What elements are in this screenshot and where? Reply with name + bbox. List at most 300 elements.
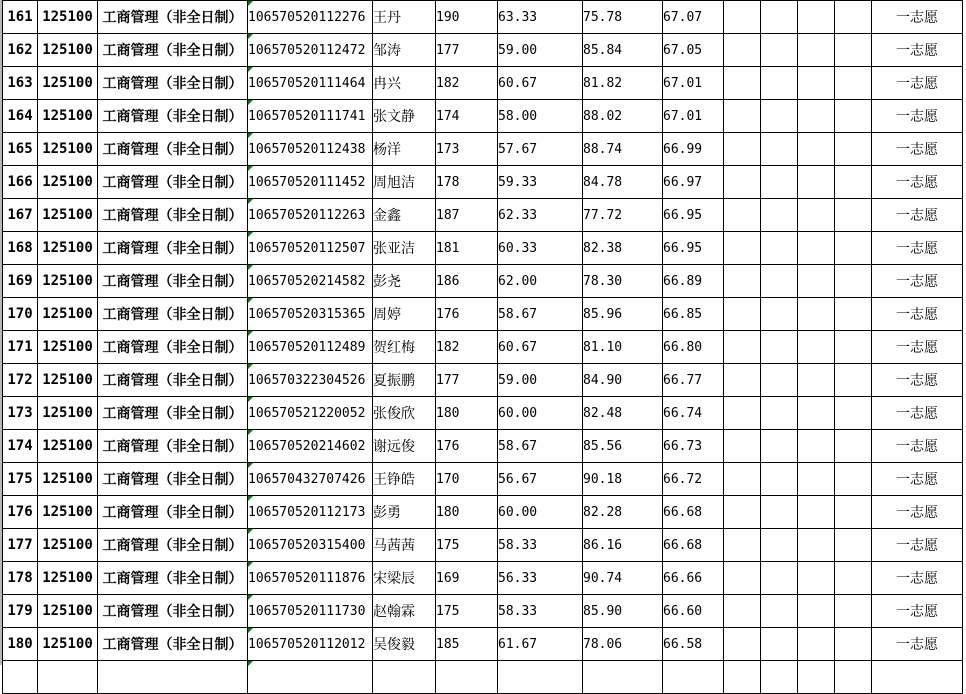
cell-weighted-score[interactable]: 66.95 (663, 199, 724, 232)
cell-admission-category[interactable] (872, 661, 963, 694)
cell-admission-category[interactable]: 一志愿 (872, 463, 963, 496)
cell-empty[interactable] (724, 661, 761, 694)
cell-candidate-name[interactable]: 邹涛 (373, 34, 436, 67)
cell-empty[interactable] (724, 232, 761, 265)
cell-empty[interactable] (761, 364, 798, 397)
cell-empty[interactable] (798, 133, 835, 166)
cell-score-b[interactable]: 85.90 (583, 595, 663, 628)
cell-exam-id[interactable] (248, 133, 373, 166)
cell-admission-category[interactable]: 一志愿 (872, 1, 963, 34)
cell-rank[interactable]: 178 (3, 562, 38, 595)
cell-program-name[interactable]: 工商管理（非全日制） (98, 628, 248, 661)
cell-empty[interactable] (724, 397, 761, 430)
cell-rank[interactable]: 175 (3, 463, 38, 496)
cell-program-name[interactable]: 工商管理（非全日制） (98, 133, 248, 166)
cell-empty[interactable] (798, 496, 835, 529)
cell-empty[interactable] (761, 562, 798, 595)
cell-empty[interactable] (761, 331, 798, 364)
cell-empty[interactable] (761, 1, 798, 34)
cell-empty[interactable] (761, 265, 798, 298)
cell-empty[interactable] (798, 232, 835, 265)
cell-exam-id[interactable] (248, 331, 373, 364)
cell-admission-category[interactable]: 一志愿 (872, 364, 963, 397)
cell-score-a[interactable]: 58.00 (498, 100, 583, 133)
cell-candidate-name[interactable]: 贺红梅 (373, 331, 436, 364)
cell-empty[interactable] (835, 232, 872, 265)
cell-score-b[interactable]: 84.78 (583, 166, 663, 199)
cell-exam-id[interactable] (248, 463, 373, 496)
cell-weighted-score[interactable]: 66.99 (663, 133, 724, 166)
cell-admission-category[interactable]: 一志愿 (872, 166, 963, 199)
cell-exam-id[interactable] (248, 364, 373, 397)
cell-program-code[interactable]: 125100 (38, 298, 98, 331)
cell-total-score[interactable]: 187 (436, 199, 498, 232)
cell-program-code[interactable]: 125100 (38, 397, 98, 430)
cell-program-name[interactable]: 工商管理（非全日制） (98, 529, 248, 562)
cell-weighted-score[interactable]: 66.95 (663, 232, 724, 265)
cell-empty[interactable] (835, 496, 872, 529)
cell-rank[interactable]: 169 (3, 265, 38, 298)
cell-admission-category[interactable]: 一志愿 (872, 199, 963, 232)
cell-rank[interactable]: 163 (3, 67, 38, 100)
cell-score-b[interactable]: 82.48 (583, 397, 663, 430)
cell-program-name[interactable]: 工商管理（非全日制） (98, 265, 248, 298)
cell-empty[interactable] (835, 463, 872, 496)
cell-rank[interactable]: 179 (3, 595, 38, 628)
cell-program-code[interactable]: 125100 (38, 232, 98, 265)
table-row (3, 496, 963, 529)
cell-empty[interactable] (724, 430, 761, 463)
cell-rank[interactable]: 177 (3, 529, 38, 562)
cell-score-a[interactable]: 62.00 (498, 265, 583, 298)
cell-rank[interactable] (3, 661, 38, 694)
cell-score-a[interactable]: 58.67 (498, 430, 583, 463)
cell-candidate-name[interactable]: 周婷 (373, 298, 436, 331)
cell-empty[interactable] (798, 430, 835, 463)
cell-score-a[interactable]: 59.00 (498, 364, 583, 397)
cell-program-code[interactable]: 125100 (38, 529, 98, 562)
cell-score-a[interactable]: 63.33 (498, 1, 583, 34)
cell-weighted-score[interactable]: 67.07 (663, 1, 724, 34)
table-row (3, 397, 963, 430)
cell-admission-category[interactable]: 一志愿 (872, 331, 963, 364)
cell-admission-category[interactable]: 一志愿 (872, 562, 963, 595)
cell-admission-category[interactable]: 一志愿 (872, 529, 963, 562)
cell-candidate-name[interactable]: 王丹 (373, 1, 436, 34)
cell-admission-category[interactable]: 一志愿 (872, 298, 963, 331)
cell-empty[interactable] (835, 430, 872, 463)
cell-score-b[interactable]: 77.72 (583, 199, 663, 232)
cell-exam-id[interactable] (248, 265, 373, 298)
cell-admission-category[interactable]: 一志愿 (872, 628, 963, 661)
cell-score-a[interactable]: 57.67 (498, 133, 583, 166)
cell-empty[interactable] (761, 67, 798, 100)
cell-weighted-score[interactable]: 66.74 (663, 397, 724, 430)
cell-empty[interactable] (835, 67, 872, 100)
cell-rank[interactable]: 165 (3, 133, 38, 166)
cell-rank[interactable]: 162 (3, 34, 38, 67)
cell-exam-id[interactable] (248, 661, 373, 694)
cell-candidate-name[interactable]: 杨洋 (373, 133, 436, 166)
cell-candidate-name[interactable]: 张文静 (373, 100, 436, 133)
cell-weighted-score[interactable]: 66.73 (663, 430, 724, 463)
cell-admission-category[interactable]: 一志愿 (872, 430, 963, 463)
cell-candidate-name[interactable]: 马茜茜 (373, 529, 436, 562)
cell-empty[interactable] (798, 166, 835, 199)
cell-rank[interactable]: 174 (3, 430, 38, 463)
cell-empty[interactable] (835, 133, 872, 166)
cell-empty[interactable] (835, 34, 872, 67)
cell-admission-category[interactable]: 一志愿 (872, 496, 963, 529)
cell-candidate-name[interactable] (373, 661, 436, 694)
cell-candidate-name[interactable]: 宋梁辰 (373, 562, 436, 595)
cell-empty[interactable] (798, 100, 835, 133)
cell-exam-id[interactable] (248, 232, 373, 265)
cell-empty[interactable] (761, 298, 798, 331)
cell-exam-id[interactable] (248, 199, 373, 232)
cell-candidate-name[interactable]: 谢远俊 (373, 430, 436, 463)
cell-weighted-score[interactable]: 67.01 (663, 100, 724, 133)
cell-empty[interactable] (724, 628, 761, 661)
cell-score-a[interactable]: 56.67 (498, 463, 583, 496)
cell-empty[interactable] (798, 529, 835, 562)
cell-empty[interactable] (835, 529, 872, 562)
cell-empty[interactable] (761, 628, 798, 661)
cell-program-name[interactable]: 工商管理（非全日制） (98, 1, 248, 34)
cell-empty[interactable] (835, 166, 872, 199)
cell-empty[interactable] (724, 364, 761, 397)
cell-score-b[interactable]: 84.90 (583, 364, 663, 397)
cell-candidate-name[interactable]: 金鑫 (373, 199, 436, 232)
cell-score-b[interactable]: 81.10 (583, 331, 663, 364)
cell-total-score[interactable]: 180 (436, 496, 498, 529)
cell-program-code[interactable]: 125100 (38, 595, 98, 628)
cell-empty[interactable] (761, 232, 798, 265)
cell-weighted-score[interactable]: 66.68 (663, 496, 724, 529)
cell-program-code[interactable]: 125100 (38, 34, 98, 67)
cell-empty[interactable] (724, 298, 761, 331)
cell-candidate-name[interactable]: 彭尧 (373, 265, 436, 298)
cell-rank[interactable]: 164 (3, 100, 38, 133)
cell-empty[interactable] (835, 397, 872, 430)
cell-program-name[interactable] (98, 661, 248, 694)
cell-empty[interactable] (798, 199, 835, 232)
cell-empty[interactable] (798, 661, 835, 694)
cell-weighted-score[interactable]: 67.05 (663, 34, 724, 67)
cell-program-code[interactable]: 125100 (38, 496, 98, 529)
cell-total-score[interactable]: 180 (436, 397, 498, 430)
cell-score-a[interactable]: 60.67 (498, 331, 583, 364)
cell-empty[interactable] (835, 661, 872, 694)
cell-empty[interactable] (761, 100, 798, 133)
cell-exam-id[interactable] (248, 1, 373, 34)
cell-empty[interactable] (724, 1, 761, 34)
cell-program-name[interactable]: 工商管理（非全日制） (98, 463, 248, 496)
cell-total-score[interactable]: 182 (436, 331, 498, 364)
cell-exam-id[interactable] (248, 100, 373, 133)
cell-total-score[interactable]: 175 (436, 595, 498, 628)
cell-empty[interactable] (761, 463, 798, 496)
cell-score-a[interactable]: 58.33 (498, 529, 583, 562)
cell-empty[interactable] (761, 34, 798, 67)
cell-program-name[interactable]: 工商管理（非全日制） (98, 562, 248, 595)
cell-empty[interactable] (724, 529, 761, 562)
cell-empty[interactable] (798, 364, 835, 397)
cell-score-a[interactable]: 61.67 (498, 628, 583, 661)
cell-empty[interactable] (724, 496, 761, 529)
cell-score-b[interactable]: 90.74 (583, 562, 663, 595)
cell-admission-category[interactable]: 一志愿 (872, 595, 963, 628)
exam-id-text: 106570520112276 (248, 9, 366, 25)
cell-score-b[interactable]: 88.02 (583, 100, 663, 133)
cell-empty[interactable] (798, 463, 835, 496)
cell-program-code[interactable]: 125100 (38, 1, 98, 34)
cell-weighted-score[interactable]: 67.01 (663, 67, 724, 100)
cell-admission-category[interactable]: 一志愿 (872, 34, 963, 67)
cell-candidate-name[interactable]: 吴俊毅 (373, 628, 436, 661)
cell-rank[interactable]: 173 (3, 397, 38, 430)
cell-program-name[interactable]: 工商管理（非全日制） (98, 595, 248, 628)
cell-empty[interactable] (761, 496, 798, 529)
cell-total-score[interactable]: 190 (436, 1, 498, 34)
cell-score-a[interactable]: 59.33 (498, 166, 583, 199)
cell-empty[interactable] (835, 628, 872, 661)
cell-exam-id[interactable] (248, 496, 373, 529)
cell-program-name[interactable]: 工商管理（非全日制） (98, 34, 248, 67)
cell-empty[interactable] (798, 1, 835, 34)
cell-score-b[interactable]: 78.06 (583, 628, 663, 661)
cell-empty[interactable] (724, 199, 761, 232)
cell-empty[interactable] (724, 166, 761, 199)
cell-program-code[interactable]: 125100 (38, 133, 98, 166)
cell-program-code[interactable]: 125100 (38, 166, 98, 199)
cell-empty[interactable] (798, 265, 835, 298)
cell-rank[interactable]: 176 (3, 496, 38, 529)
cell-program-code[interactable]: 125100 (38, 430, 98, 463)
cell-weighted-score[interactable]: 66.85 (663, 298, 724, 331)
cell-empty[interactable] (835, 595, 872, 628)
cell-total-score[interactable]: 174 (436, 100, 498, 133)
cell-total-score[interactable]: 176 (436, 430, 498, 463)
cell-weighted-score[interactable]: 66.97 (663, 166, 724, 199)
cell-score-b[interactable]: 90.18 (583, 463, 663, 496)
cell-empty[interactable] (798, 562, 835, 595)
cell-candidate-name[interactable]: 夏振鹏 (373, 364, 436, 397)
cell-exam-id[interactable] (248, 595, 373, 628)
cell-program-name[interactable]: 工商管理（非全日制） (98, 100, 248, 133)
cell-score-a[interactable]: 58.33 (498, 595, 583, 628)
cell-exam-id[interactable] (248, 166, 373, 199)
cell-score-a[interactable]: 62.33 (498, 199, 583, 232)
cell-empty[interactable] (761, 595, 798, 628)
cell-score-b[interactable]: 85.56 (583, 430, 663, 463)
cell-empty[interactable] (724, 133, 761, 166)
cell-empty[interactable] (761, 661, 798, 694)
cell-empty[interactable] (835, 199, 872, 232)
cell-score-a[interactable]: 60.67 (498, 67, 583, 100)
cell-weighted-score[interactable]: 66.80 (663, 331, 724, 364)
cell-total-score[interactable]: 182 (436, 67, 498, 100)
cell-empty[interactable] (761, 430, 798, 463)
cell-weighted-score[interactable]: 66.77 (663, 364, 724, 397)
cell-program-code[interactable]: 125100 (38, 628, 98, 661)
cell-weighted-score[interactable]: 66.66 (663, 562, 724, 595)
table-row (3, 331, 963, 364)
cell-empty[interactable] (724, 463, 761, 496)
cell-score-b[interactable]: 85.84 (583, 34, 663, 67)
cell-program-code[interactable]: 125100 (38, 562, 98, 595)
cell-empty[interactable] (798, 397, 835, 430)
cell-empty[interactable] (724, 595, 761, 628)
cell-total-score[interactable]: 175 (436, 529, 498, 562)
cell-candidate-name[interactable]: 王铮皓 (373, 463, 436, 496)
cell-empty[interactable] (798, 331, 835, 364)
cell-empty[interactable] (724, 331, 761, 364)
cell-program-name[interactable]: 工商管理（非全日制） (98, 232, 248, 265)
cell-score-b[interactable]: 82.38 (583, 232, 663, 265)
cell-exam-id[interactable] (248, 430, 373, 463)
cell-score-a[interactable] (498, 661, 583, 694)
cell-rank[interactable]: 161 (3, 1, 38, 34)
cell-program-name[interactable]: 工商管理（非全日制） (98, 496, 248, 529)
cell-empty[interactable] (761, 133, 798, 166)
cell-empty[interactable] (798, 595, 835, 628)
cell-program-code[interactable]: 125100 (38, 265, 98, 298)
cell-admission-category[interactable]: 一志愿 (872, 397, 963, 430)
cell-empty[interactable] (835, 331, 872, 364)
cell-total-score[interactable]: 177 (436, 364, 498, 397)
cell-score-b[interactable]: 85.96 (583, 298, 663, 331)
cell-weighted-score[interactable]: 66.60 (663, 595, 724, 628)
cell-empty[interactable] (761, 166, 798, 199)
cell-candidate-name[interactable]: 张亚洁 (373, 232, 436, 265)
cell-program-code[interactable]: 125100 (38, 100, 98, 133)
cell-total-score[interactable]: 185 (436, 628, 498, 661)
cell-admission-category[interactable]: 一志愿 (872, 100, 963, 133)
cell-rank[interactable]: 170 (3, 298, 38, 331)
cell-rank[interactable]: 167 (3, 199, 38, 232)
cell-empty[interactable] (835, 100, 872, 133)
cell-empty[interactable] (761, 397, 798, 430)
cell-exam-id[interactable] (248, 298, 373, 331)
cell-score-a[interactable]: 60.33 (498, 232, 583, 265)
cell-empty[interactable] (724, 67, 761, 100)
cell-score-b[interactable] (583, 661, 663, 694)
cell-empty[interactable] (724, 100, 761, 133)
cell-admission-category[interactable]: 一志愿 (872, 232, 963, 265)
cell-exam-id[interactable] (248, 562, 373, 595)
cell-empty[interactable] (835, 364, 872, 397)
cell-program-name[interactable]: 工商管理（非全日制） (98, 199, 248, 232)
cell-total-score[interactable] (436, 661, 498, 694)
cell-empty[interactable] (835, 1, 872, 34)
cell-program-name[interactable]: 工商管理（非全日制） (98, 166, 248, 199)
cell-weighted-score[interactable] (663, 661, 724, 694)
cell-rank[interactable]: 180 (3, 628, 38, 661)
cell-exam-id[interactable] (248, 397, 373, 430)
cell-program-code[interactable]: 125100 (38, 331, 98, 364)
cell-score-a[interactable]: 60.00 (498, 397, 583, 430)
cell-empty[interactable] (835, 265, 872, 298)
cell-total-score[interactable]: 177 (436, 34, 498, 67)
cell-exam-id[interactable] (248, 34, 373, 67)
cell-empty[interactable] (798, 34, 835, 67)
cell-program-code[interactable]: 125100 (38, 199, 98, 232)
cell-total-score[interactable]: 170 (436, 463, 498, 496)
cell-score-b[interactable]: 82.28 (583, 496, 663, 529)
cell-empty[interactable] (798, 298, 835, 331)
cell-admission-category[interactable]: 一志愿 (872, 133, 963, 166)
cell-score-a[interactable]: 60.00 (498, 496, 583, 529)
cell-total-score[interactable]: 173 (436, 133, 498, 166)
cell-total-score[interactable]: 186 (436, 265, 498, 298)
cell-empty[interactable] (761, 529, 798, 562)
cell-score-a[interactable]: 59.00 (498, 34, 583, 67)
cell-score-b[interactable]: 88.74 (583, 133, 663, 166)
cell-program-name[interactable]: 工商管理（非全日制） (98, 364, 248, 397)
cell-weighted-score[interactable]: 66.68 (663, 529, 724, 562)
cell-program-code[interactable]: 125100 (38, 364, 98, 397)
cell-candidate-name[interactable]: 彭勇 (373, 496, 436, 529)
cell-weighted-score[interactable]: 66.58 (663, 628, 724, 661)
cell-score-a[interactable]: 58.67 (498, 298, 583, 331)
cell-admission-category[interactable]: 一志愿 (872, 265, 963, 298)
cell-exam-id[interactable] (248, 67, 373, 100)
cell-rank[interactable]: 166 (3, 166, 38, 199)
cell-candidate-name[interactable]: 赵翰霖 (373, 595, 436, 628)
cell-score-a[interactable]: 56.33 (498, 562, 583, 595)
cell-exam-id[interactable] (248, 628, 373, 661)
cell-rank[interactable]: 171 (3, 331, 38, 364)
cell-empty[interactable] (761, 199, 798, 232)
cell-program-name[interactable]: 工商管理（非全日制） (98, 397, 248, 430)
table-row-partial (3, 661, 963, 694)
cell-empty[interactable] (798, 628, 835, 661)
cell-total-score[interactable]: 176 (436, 298, 498, 331)
cell-exam-id[interactable] (248, 529, 373, 562)
cell-weighted-score[interactable]: 66.72 (663, 463, 724, 496)
cell-program-code[interactable]: 125100 (38, 67, 98, 100)
cell-rank[interactable]: 172 (3, 364, 38, 397)
cell-score-b[interactable]: 86.16 (583, 529, 663, 562)
cell-empty[interactable] (724, 34, 761, 67)
cell-program-name[interactable]: 工商管理（非全日制） (98, 298, 248, 331)
cell-program-code[interactable] (38, 661, 98, 694)
cell-candidate-name[interactable]: 周旭洁 (373, 166, 436, 199)
cell-program-code[interactable]: 125100 (38, 463, 98, 496)
exam-id-text: 106570520112173 (248, 504, 366, 520)
cell-score-b[interactable]: 78.30 (583, 265, 663, 298)
cell-program-name[interactable]: 工商管理（非全日制） (98, 331, 248, 364)
cell-total-score[interactable]: 178 (436, 166, 498, 199)
cell-program-name[interactable]: 工商管理（非全日制） (98, 67, 248, 100)
cell-empty[interactable] (835, 298, 872, 331)
cell-total-score[interactable]: 181 (436, 232, 498, 265)
cell-empty[interactable] (835, 562, 872, 595)
cell-program-name[interactable]: 工商管理（非全日制） (98, 430, 248, 463)
cell-weighted-score[interactable]: 66.89 (663, 265, 724, 298)
cell-candidate-name[interactable]: 张俊欣 (373, 397, 436, 430)
cell-rank[interactable]: 168 (3, 232, 38, 265)
cell-empty[interactable] (798, 67, 835, 100)
cell-candidate-name[interactable]: 冉兴 (373, 67, 436, 100)
cell-empty[interactable] (724, 562, 761, 595)
cell-total-score[interactable]: 169 (436, 562, 498, 595)
cell-score-b[interactable]: 81.82 (583, 67, 663, 100)
cell-admission-category[interactable]: 一志愿 (872, 67, 963, 100)
cell-empty[interactable] (724, 265, 761, 298)
cell-score-b[interactable]: 75.78 (583, 1, 663, 34)
